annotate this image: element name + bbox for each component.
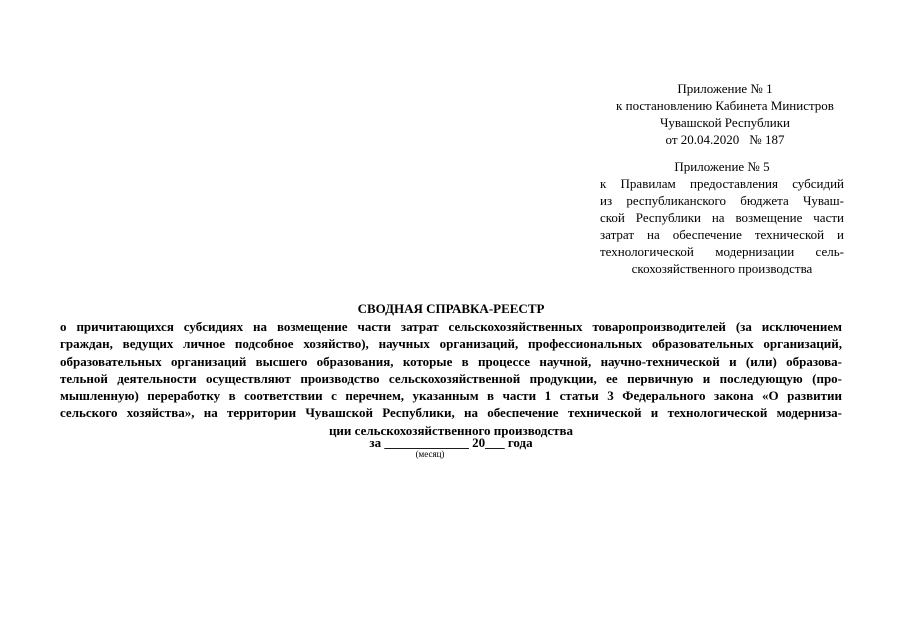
decree-number: № 187	[749, 132, 785, 147]
appendix-1-republic: Чувашской Республики	[659, 115, 791, 130]
appendix-5-line: скохозяйственного производства	[631, 261, 813, 276]
subject-line: тельной деятельности осуществляют производство сельскохозяйственной продукции, ее первичную и последующую (про-	[60, 370, 842, 386]
appendix-1-decree: к постановлению Кабинета Министров	[616, 98, 834, 113]
subject-line: граждан, ведущих личное подсобное хозяйство), научных организаций, профессиональных образовательных организаций,	[60, 336, 842, 352]
document-title: СВОДНАЯ СПРАВКА-РЕЕСТР	[357, 301, 545, 316]
appendix-5-line: затрат на обеспечение технической и	[600, 227, 844, 242]
appendix-5-title: Приложение № 5	[674, 159, 770, 174]
subject-line: образовательных организаций высшего образования, которые в процессе научной, научно-технической и (или) образова-	[60, 353, 842, 369]
appendix-5-header	[600, 158, 844, 277]
appendix-5-line: технологической модернизации сель-	[600, 244, 844, 259]
decree-date: от 20.04.2020	[665, 132, 740, 147]
subject-line: мышленную) переработку в соответствии с перечнем, указанным в части 1 статьи 3 Федерального закона «О развитии	[60, 388, 842, 404]
appendix-5-line: к Правилам предоставления субсидий	[600, 176, 844, 191]
document-subject	[60, 318, 842, 439]
appendix-1-title: Приложение № 1	[677, 81, 773, 96]
appendix-1-date-number	[580, 131, 870, 148]
report-period: за _____________ 20___ года	[369, 435, 533, 450]
appendix-5-line: ской Республики на возмещение части	[600, 210, 844, 225]
appendix-5-line: из республиканского бюджета Чуваш-	[600, 193, 844, 208]
month-caption: (месяц)	[415, 449, 445, 459]
subject-line: ции сельскохозяйственного производства	[328, 422, 574, 438]
subject-line: сельского хозяйства», на территории Чувашской Республики, на обеспечение технической и технологической модерниза-	[60, 405, 842, 421]
appendix-1-header	[580, 80, 870, 148]
subject-line: о причитающихся субсидиях на возмещение части затрат сельскохозяйственных товаропроизводителей (за исключением	[60, 319, 842, 334]
